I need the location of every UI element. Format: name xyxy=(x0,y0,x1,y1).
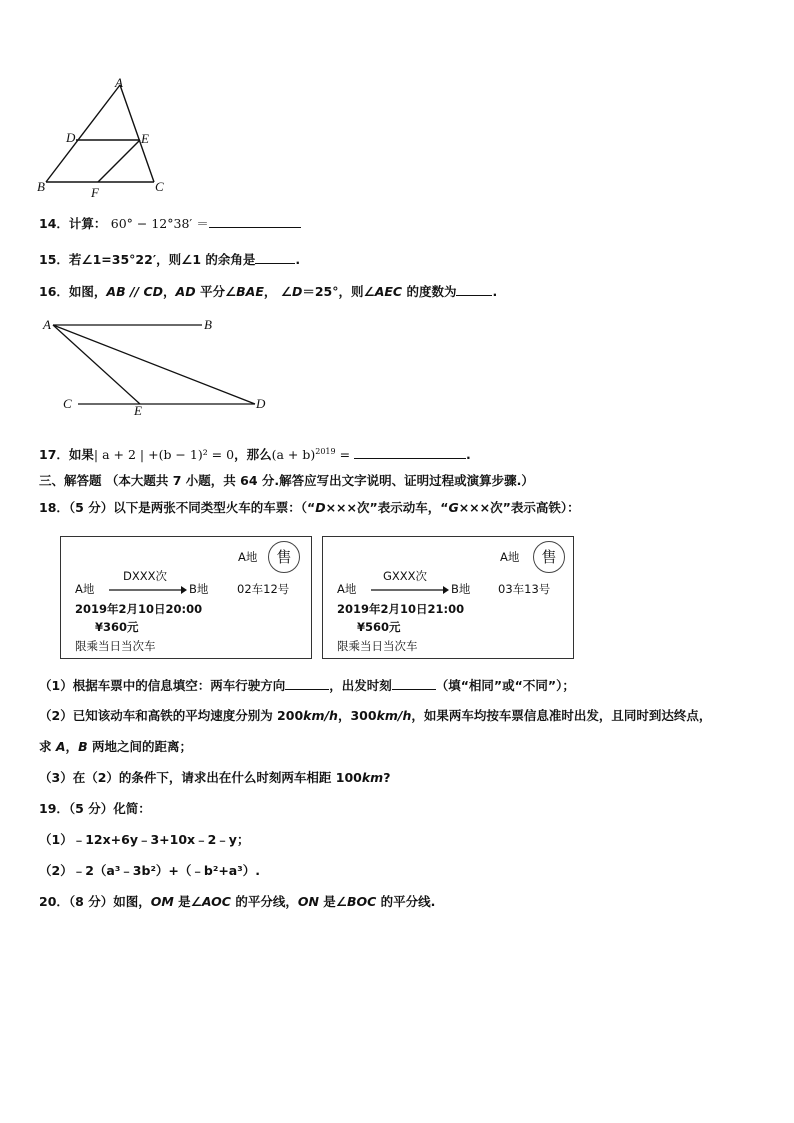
ticket-seat: 02车12号 xyxy=(237,582,290,596)
text: 是∠ xyxy=(318,894,347,909)
arrow-icon xyxy=(107,585,187,595)
ticket-note: 限乘当日当次车 xyxy=(75,639,156,653)
label-B: B xyxy=(37,179,45,194)
answer-blank[interactable] xyxy=(255,251,295,264)
question-text: 计算： xyxy=(68,216,107,231)
text: 如果 xyxy=(68,447,94,463)
question-18-part-1 xyxy=(39,677,575,694)
text: （1）根据车票中的信息填空：两车行驶方向 xyxy=(39,678,286,693)
math-expression: 60° − 12°38′ ＝ xyxy=(110,216,209,231)
text: 的平分线， xyxy=(230,894,298,909)
text: ，300 xyxy=(337,708,377,723)
ticket-from: A地 xyxy=(75,582,95,596)
ticket-from: A地 xyxy=(337,582,357,596)
question-20 xyxy=(39,894,435,910)
text: ×××次”表示动车，“ xyxy=(325,500,449,515)
train-ticket-g xyxy=(322,536,574,659)
text: （3）在（2）的条件下，请求出在什么时刻两车相距 100 xyxy=(39,770,362,785)
ticket-top-place: A地 xyxy=(238,550,258,564)
math-var: BAE xyxy=(236,284,264,299)
text: ＝25°，则∠ xyxy=(302,284,375,299)
punctuation: . xyxy=(492,284,498,299)
label-E: E xyxy=(141,131,149,146)
math-var: AEC xyxy=(374,284,403,299)
ticket-train-no: DXXX次 xyxy=(123,569,167,583)
unit: km xyxy=(361,770,384,785)
math-var: ON xyxy=(297,894,319,909)
math-var: A xyxy=(55,739,66,754)
text: 两地之间的距离； xyxy=(87,739,192,754)
label-C: C xyxy=(155,179,164,194)
math-var: AD xyxy=(175,284,196,299)
punctuation: . xyxy=(466,447,471,463)
answer-blank[interactable] xyxy=(209,215,301,228)
section-desc: （本大题共 7 小题，共 64 分.解答应写出文字说明、证明过程或演算步骤.） xyxy=(105,473,534,488)
label-A: A xyxy=(43,317,51,332)
unit: km/h xyxy=(376,708,412,723)
math-expression: | a + 2 | +(b − 1)² = 0 xyxy=(93,447,235,463)
question-number: 14． xyxy=(39,216,69,231)
parallel-lines-figure xyxy=(40,312,280,422)
label-E: E xyxy=(134,403,142,418)
math-var: B xyxy=(78,739,88,754)
question-number: 15． xyxy=(39,252,69,267)
text: ，出发时刻 xyxy=(329,678,392,693)
question-19 xyxy=(39,801,151,817)
question-16 xyxy=(39,283,497,300)
text: 如图， xyxy=(113,894,151,909)
math-var: AOC xyxy=(201,894,231,909)
exponent: 2019 xyxy=(315,447,336,456)
label-C: C xyxy=(63,396,72,411)
text: 是∠ xyxy=(173,894,202,909)
text: （2）﹣2（a³﹣3b²）+（﹣b²+a³）. xyxy=(39,863,260,878)
ticket-datetime: 2019年2月10日20:00 xyxy=(75,602,203,616)
text: （填“相同”或“不同”）； xyxy=(435,678,575,693)
score: （5 分） xyxy=(68,801,114,816)
math-var: D xyxy=(315,500,326,515)
text: ，如果两车均按车票信息准时出发，且同时到达终点， xyxy=(411,708,712,723)
math-var: OM xyxy=(150,894,174,909)
question-18 xyxy=(39,500,580,516)
ticket-top-place: A地 xyxy=(500,550,520,564)
ticket-price: ¥560元 xyxy=(357,620,401,634)
text: 如图， xyxy=(68,284,107,299)
arrow-icon xyxy=(369,585,449,595)
label-D: D xyxy=(66,130,76,145)
answer-blank[interactable] xyxy=(285,677,329,690)
train-ticket-d xyxy=(60,536,312,659)
question-text: 若∠1=35°22′，则∠1 的余角是 xyxy=(68,252,256,267)
label-D: D xyxy=(256,396,266,411)
ticket-seat: 03车13号 xyxy=(498,582,551,596)
question-18-part-2 xyxy=(39,708,711,724)
ticket-train-no: GXXX次 xyxy=(383,569,428,583)
question-15 xyxy=(39,251,300,268)
math-var: G xyxy=(448,500,459,515)
math-var: D xyxy=(291,284,303,299)
label-B: B xyxy=(204,317,212,332)
text: ， xyxy=(163,284,176,299)
question-17 xyxy=(39,444,471,463)
ticket-to: B地 xyxy=(189,582,209,596)
question-18-part-3 xyxy=(39,770,390,786)
text: ，那么 xyxy=(234,447,272,463)
answer-blank[interactable] xyxy=(354,446,466,459)
text: （2）已知该动车和高铁的平均速度分别为 200 xyxy=(39,708,304,723)
ticket-to: B地 xyxy=(451,582,471,596)
ticket-note: 限乘当日当次车 xyxy=(337,639,418,653)
section-heading xyxy=(39,473,534,489)
question-number: 17． xyxy=(39,447,69,463)
text: 平分∠ xyxy=(195,284,237,299)
answer-blank[interactable] xyxy=(392,677,436,690)
math-var: AB // CD xyxy=(106,284,164,299)
text: ， ∠ xyxy=(263,284,292,299)
ticket-price: ¥360元 xyxy=(95,620,139,634)
question-19-part-1 xyxy=(39,832,249,848)
text: 以下是两张不同类型火车的车票：（“ xyxy=(113,500,316,515)
math-var: BOC xyxy=(346,894,377,909)
question-number: 19． xyxy=(39,801,69,816)
text: 求 xyxy=(39,739,56,754)
score: （5 分） xyxy=(68,500,114,515)
question-18-part-2-cont xyxy=(39,739,192,755)
ticket-seal-stamp: 售 xyxy=(268,541,300,573)
question-14 xyxy=(39,215,301,232)
label-A: A xyxy=(115,75,123,90)
question-number: 20． xyxy=(39,894,69,909)
answer-blank[interactable] xyxy=(456,283,492,296)
question-number: 18． xyxy=(39,500,69,515)
score: （8 分） xyxy=(68,894,114,909)
text: （1）﹣12x+6y﹣3+10x﹣2﹣y； xyxy=(39,832,250,847)
question-number: 16． xyxy=(39,284,69,299)
text: 的平分线. xyxy=(376,894,436,909)
math-expression: (a + b) xyxy=(271,447,316,463)
ticket-datetime: 2019年2月10日21:00 xyxy=(337,602,465,616)
question-19-part-2 xyxy=(39,863,260,879)
ticket-seal-stamp: 售 xyxy=(533,541,565,573)
text: ， xyxy=(65,739,79,754)
text: 化简： xyxy=(113,801,151,816)
section-title: 三、解答题 xyxy=(39,473,102,488)
punctuation: . xyxy=(295,252,301,267)
text: ? xyxy=(383,770,391,785)
label-F: F xyxy=(91,185,99,200)
text: ×××次”表示高铁）： xyxy=(458,500,580,515)
equals: = xyxy=(335,447,355,463)
unit: km/h xyxy=(303,708,338,723)
text: 的度数为 xyxy=(402,284,457,299)
